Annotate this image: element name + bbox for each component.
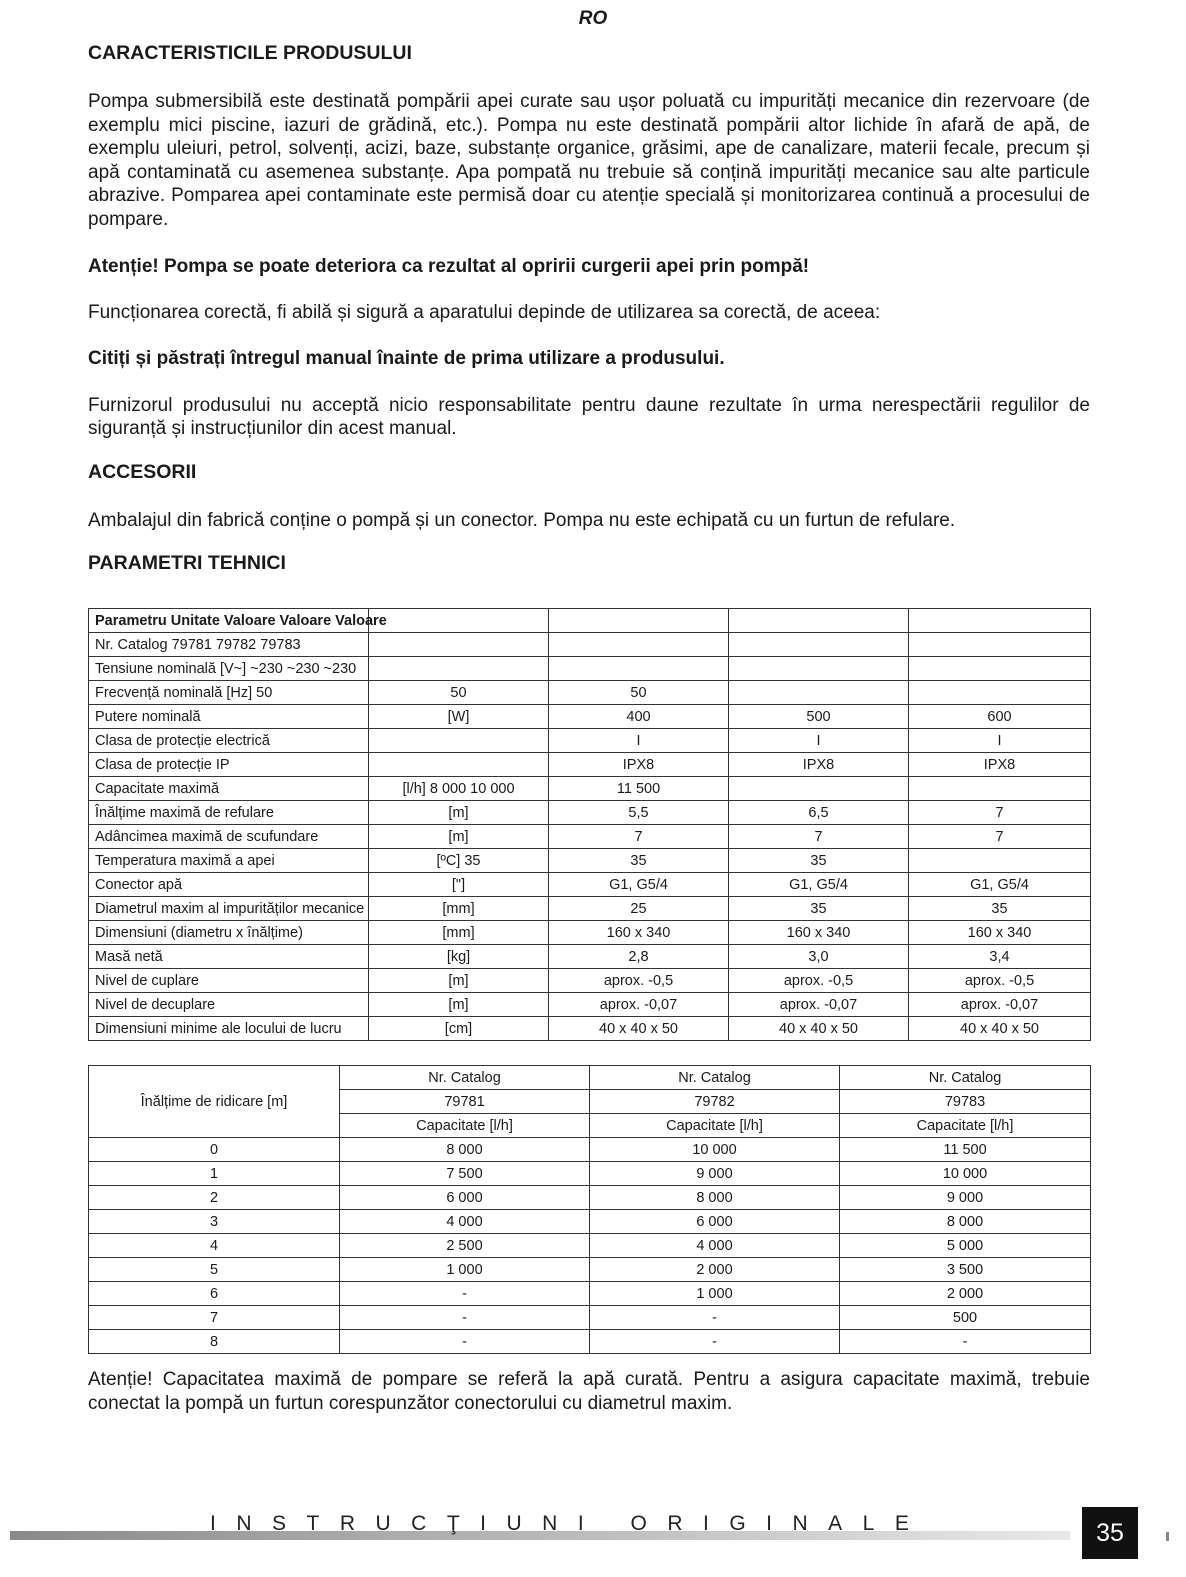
param-cell: [l/h] 8 000 10 000 xyxy=(369,777,549,801)
perf-catalog-label: Nr. Catalog xyxy=(590,1066,840,1090)
section-title-characteristics: CARACTERISTICILE PRODUSULUI xyxy=(88,42,412,64)
param-cell xyxy=(369,729,549,753)
param-cell: 35 xyxy=(549,849,729,873)
param-cell: Clasa de protecție IP xyxy=(89,753,369,777)
perf-cell: - xyxy=(840,1330,1091,1354)
param-cell: ["] xyxy=(369,873,549,897)
param-cell: I xyxy=(909,729,1091,753)
param-row xyxy=(89,705,1091,729)
param-cell: Capacitate maximă xyxy=(89,777,369,801)
param-cell: 7 xyxy=(549,825,729,849)
param-cell: aprox. -0,5 xyxy=(729,969,909,993)
param-cell: Nr. Catalog 79781 79782 79783 xyxy=(89,633,369,657)
footer-tick xyxy=(1166,1532,1169,1541)
param-row xyxy=(89,921,1091,945)
param-cell: [mm] xyxy=(369,897,549,921)
perf-row xyxy=(89,1282,1091,1306)
param-cell xyxy=(729,681,909,705)
param-row xyxy=(89,729,1091,753)
perf-row xyxy=(89,1186,1091,1210)
perf-cell: 7 500 xyxy=(340,1162,590,1186)
param-cell: Conector apă xyxy=(89,873,369,897)
language-code: RO xyxy=(578,8,608,29)
param-cell: 40 x 40 x 50 xyxy=(549,1017,729,1041)
param-cell xyxy=(549,633,729,657)
liability-paragraph: Furnizorul produsului nu acceptă nicio responsabilitate pentru daune rezultate în urma nerespectării regulilor de siguranță și instrucțiunilor din acest manual. xyxy=(88,394,1090,439)
perf-cell: 8 000 xyxy=(840,1210,1091,1234)
perf-cell: 1 xyxy=(89,1162,340,1186)
param-cell: 3,0 xyxy=(729,945,909,969)
param-cell: Tensiune nominală [V~] ~230 ~230 ~230 xyxy=(89,657,369,681)
param-cell: [m] xyxy=(369,825,549,849)
param-cell xyxy=(549,609,729,633)
perf-cell: - xyxy=(340,1282,590,1306)
param-cell: G1, G5/4 xyxy=(729,873,909,897)
perf-catalog-label: Nr. Catalog xyxy=(840,1066,1091,1090)
param-cell: Clasa de protecție electrică xyxy=(89,729,369,753)
perf-cell: 2 000 xyxy=(590,1258,840,1282)
param-cell: [ºC] 35 xyxy=(369,849,549,873)
param-cell: 7 xyxy=(909,825,1091,849)
perf-cell: 0 xyxy=(89,1138,340,1162)
param-cell: 6,5 xyxy=(729,801,909,825)
param-cell: aprox. -0,5 xyxy=(909,969,1091,993)
perf-cell: 6 xyxy=(89,1282,340,1306)
param-row xyxy=(89,753,1091,777)
perf-cell: 10 000 xyxy=(590,1138,840,1162)
perf-row xyxy=(89,1306,1091,1330)
param-cell: 400 xyxy=(549,705,729,729)
perf-catalog-number: 79782 xyxy=(590,1090,840,1114)
perf-cell: - xyxy=(340,1306,590,1330)
param-cell xyxy=(369,609,549,633)
param-cell: Temperatura maximă a apei xyxy=(89,849,369,873)
param-row xyxy=(89,945,1091,969)
capacity-note: Atenție! Capacitatea maximă de pompare se referă la apă curată. Pentru a asigura capacitate maximă, trebuie conectat la pompă un furtun corespunzător conectorului cu diametrul maxim. xyxy=(88,1369,1090,1414)
perf-cell: 1 000 xyxy=(340,1258,590,1282)
param-cell: 25 xyxy=(549,897,729,921)
param-cell: IPX8 xyxy=(549,753,729,777)
perf-cell: 11 500 xyxy=(840,1138,1091,1162)
param-cell: Frecvență nominală [Hz] 50 xyxy=(89,681,369,705)
param-cell: IPX8 xyxy=(909,753,1091,777)
characteristics-paragraph: Pompa submersibilă este destinată pompării apei curate sau ușor poluată cu impurități mecanice din rezervoare (de exemplu mici piscine, iazuri de grădină, etc.). Pompa nu este destinată pompării altor lichide în afară de apă, de exemplu uleiuri, petrol, solvenți, acizi, baze, substanțe organice, grăsimi, ape de canalizare, materii fecale, precum și apă contaminată cu asemenea substanțe. Apa pompată nu trebuie să conțină impurități mecanice sau alte particule abrazive. Pomparea apei contaminate este permisă doar cu atenție specială și monitorizarea continuă a procesului de pompare. xyxy=(88,91,1090,230)
perf-row xyxy=(89,1138,1091,1162)
correct-use-paragraph: Funcționarea corectă, fi abilă și sigură a aparatului depinde de utilizarea sa corectă, de aceea: xyxy=(88,301,881,323)
param-cell: I xyxy=(729,729,909,753)
param-cell xyxy=(909,657,1091,681)
accessories-paragraph: Ambalajul din fabrică conține o pompă și un conector. Pompa nu este echipată cu un furtun de refulare. xyxy=(88,509,956,531)
perf-catalog-number: 79781 xyxy=(340,1090,590,1114)
param-cell: 7 xyxy=(729,825,909,849)
param-cell: 35 xyxy=(909,897,1091,921)
perf-row xyxy=(89,1210,1091,1234)
param-row xyxy=(89,897,1091,921)
param-cell: 35 xyxy=(729,849,909,873)
perf-cell: 9 000 xyxy=(840,1186,1091,1210)
perf-cell: 3 xyxy=(89,1210,340,1234)
param-cell xyxy=(909,849,1091,873)
param-cell xyxy=(729,633,909,657)
section-title-technical: PARAMETRI TEHNICI xyxy=(88,552,286,574)
param-cell: 7 xyxy=(909,801,1091,825)
perf-catalog-label: Nr. Catalog xyxy=(340,1066,590,1090)
param-cell: 3,4 xyxy=(909,945,1091,969)
section-title-accessories: ACCESORII xyxy=(88,460,197,483)
param-cell xyxy=(729,609,909,633)
param-cell: [mm] xyxy=(369,921,549,945)
param-cell: [m] xyxy=(369,993,549,1017)
param-cell: [m] xyxy=(369,801,549,825)
perf-cell: 2 500 xyxy=(340,1234,590,1258)
perf-row xyxy=(89,1330,1091,1354)
param-cell: Diametrul maxim al impurităților mecanice xyxy=(89,897,369,921)
param-row xyxy=(89,969,1091,993)
perf-corner-label: Înălțime de ridicare [m] xyxy=(89,1066,340,1138)
param-cell: Parametru Unitate Valoare Valoare Valoare xyxy=(89,609,369,633)
param-cell: 2,8 xyxy=(549,945,729,969)
perf-cell: 2 000 xyxy=(840,1282,1091,1306)
param-row xyxy=(89,873,1091,897)
perf-capacity-label: Capacitate [l/h] xyxy=(590,1114,840,1138)
param-row xyxy=(89,681,1091,705)
param-cell: Putere nominală xyxy=(89,705,369,729)
param-cell: G1, G5/4 xyxy=(909,873,1091,897)
read-manual-notice: Citiți și păstrați întregul manual înainte de prima utilizare a produsului. xyxy=(88,348,725,369)
lift-capacity-table xyxy=(88,1065,1091,1354)
perf-cell: 8 xyxy=(89,1330,340,1354)
perf-cell: 7 xyxy=(89,1306,340,1330)
param-cell: Înălțime maximă de refulare xyxy=(89,801,369,825)
perf-cell: 9 000 xyxy=(590,1162,840,1186)
param-cell xyxy=(369,753,549,777)
param-row xyxy=(89,801,1091,825)
param-cell: 160 x 340 xyxy=(729,921,909,945)
param-cell: [W] xyxy=(369,705,549,729)
param-cell xyxy=(909,777,1091,801)
param-cell: 160 x 340 xyxy=(549,921,729,945)
perf-cell: 5 xyxy=(89,1258,340,1282)
param-cell xyxy=(369,633,549,657)
page-footer xyxy=(0,1500,1186,1577)
perf-cell: 4 000 xyxy=(590,1234,840,1258)
param-row xyxy=(89,825,1091,849)
param-row xyxy=(89,777,1091,801)
param-cell: aprox. -0,07 xyxy=(909,993,1091,1017)
perf-cell: 10 000 xyxy=(840,1162,1091,1186)
param-cell: [kg] xyxy=(369,945,549,969)
perf-cell: 5 000 xyxy=(840,1234,1091,1258)
perf-cell: 500 xyxy=(840,1306,1091,1330)
page-content xyxy=(88,40,1090,1415)
param-cell: 50 xyxy=(549,681,729,705)
param-cell: Nivel de decuplare xyxy=(89,993,369,1017)
param-cell: Nivel de cuplare xyxy=(89,969,369,993)
param-row xyxy=(89,609,1091,633)
perf-capacity-label: Capacitate [l/h] xyxy=(840,1114,1091,1138)
technical-parameters-table xyxy=(88,608,1091,1041)
param-cell xyxy=(909,681,1091,705)
param-cell xyxy=(549,657,729,681)
perf-cell: - xyxy=(590,1330,840,1354)
param-cell: I xyxy=(549,729,729,753)
param-cell: 50 xyxy=(369,681,549,705)
param-cell xyxy=(369,657,549,681)
param-cell: 5,5 xyxy=(549,801,729,825)
page-number: 35 xyxy=(1082,1507,1138,1559)
perf-cell: 8 000 xyxy=(340,1138,590,1162)
perf-cell: 4 xyxy=(89,1234,340,1258)
perf-cell: 1 000 xyxy=(590,1282,840,1306)
perf-cell: - xyxy=(340,1330,590,1354)
param-cell: G1, G5/4 xyxy=(549,873,729,897)
perf-capacity-label: Capacitate [l/h] xyxy=(340,1114,590,1138)
param-row xyxy=(89,657,1091,681)
perf-catalog-number: 79783 xyxy=(840,1090,1091,1114)
param-cell: 35 xyxy=(729,897,909,921)
perf-row xyxy=(89,1162,1091,1186)
perf-cell: 2 xyxy=(89,1186,340,1210)
perf-cell: 3 500 xyxy=(840,1258,1091,1282)
param-cell xyxy=(729,657,909,681)
perf-row xyxy=(89,1258,1091,1282)
param-cell xyxy=(909,633,1091,657)
param-cell: 11 500 xyxy=(549,777,729,801)
param-cell xyxy=(729,777,909,801)
footer-title: INSTRUCŢIUNI ORIGINALE xyxy=(210,1512,930,1535)
param-cell: [m] xyxy=(369,969,549,993)
param-cell: aprox. -0,5 xyxy=(549,969,729,993)
perf-header-row xyxy=(89,1066,1091,1090)
param-cell: [cm] xyxy=(369,1017,549,1041)
param-cell: 500 xyxy=(729,705,909,729)
param-cell: 40 x 40 x 50 xyxy=(729,1017,909,1041)
param-cell: aprox. -0,07 xyxy=(729,993,909,1017)
perf-cell: 6 000 xyxy=(590,1210,840,1234)
param-cell: aprox. -0,07 xyxy=(549,993,729,1017)
param-cell: 40 x 40 x 50 xyxy=(909,1017,1091,1041)
param-cell xyxy=(909,609,1091,633)
warning-flow: Atenție! Pompa se poate deteriora ca rezultat al opririi curgerii apei prin pompă! xyxy=(88,256,810,277)
param-row xyxy=(89,1017,1091,1041)
perf-cell: 6 000 xyxy=(340,1186,590,1210)
param-cell: IPX8 xyxy=(729,753,909,777)
param-cell: Dimensiuni (diametru x înălțime) xyxy=(89,921,369,945)
param-cell: 160 x 340 xyxy=(909,921,1091,945)
param-cell: Dimensiuni minime ale locului de lucru xyxy=(89,1017,369,1041)
param-row xyxy=(89,633,1091,657)
perf-cell: 4 000 xyxy=(340,1210,590,1234)
param-cell: 600 xyxy=(909,705,1091,729)
perf-row xyxy=(89,1234,1091,1258)
perf-cell: 8 000 xyxy=(590,1186,840,1210)
param-row xyxy=(89,849,1091,873)
param-cell: Adâncimea maximă de scufundare xyxy=(89,825,369,849)
param-cell: Masă netă xyxy=(89,945,369,969)
param-row xyxy=(89,993,1091,1017)
perf-cell: - xyxy=(590,1306,840,1330)
